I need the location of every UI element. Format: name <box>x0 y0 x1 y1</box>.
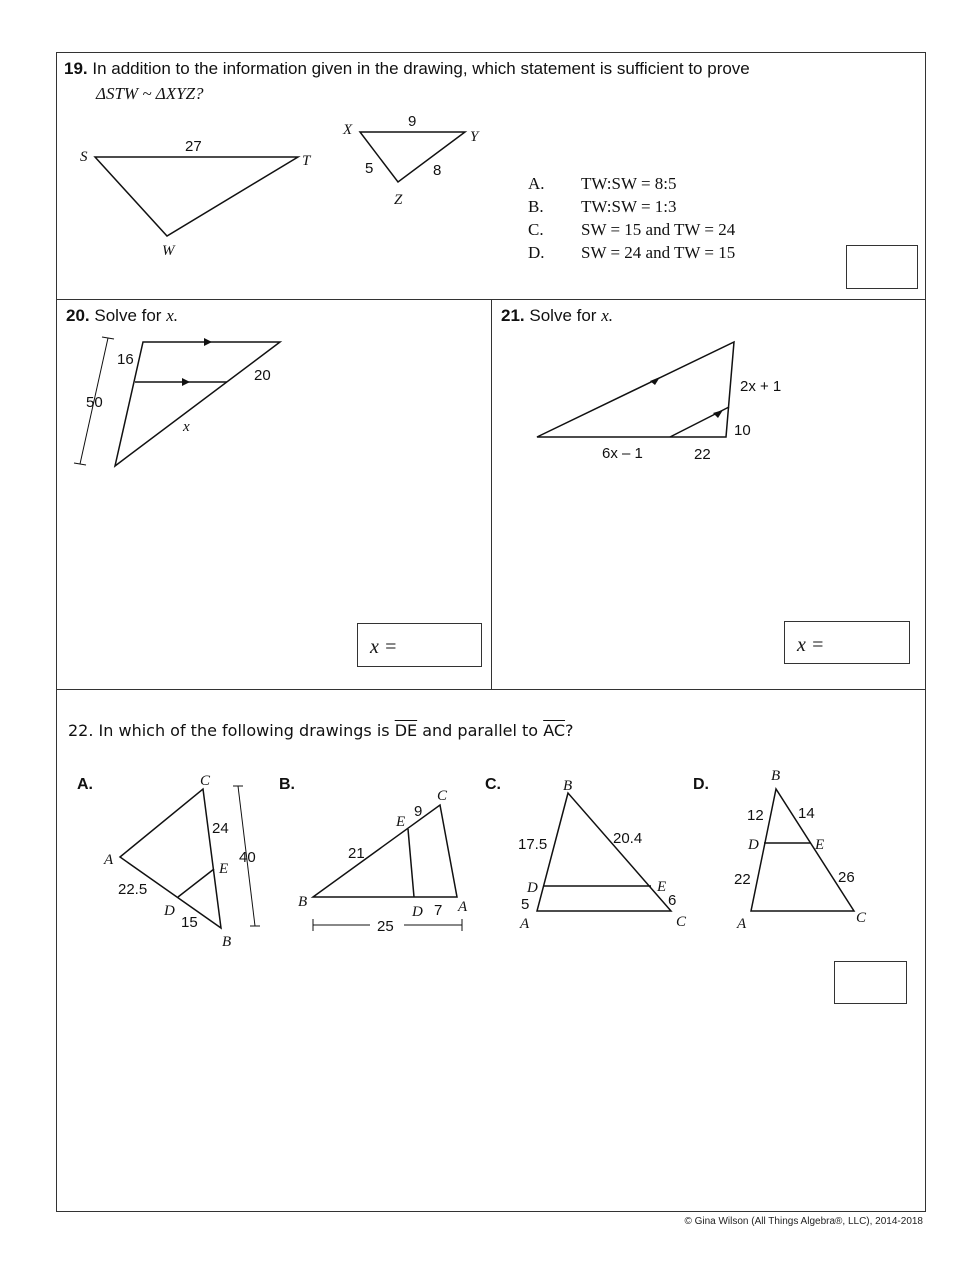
q22d-label-e: E <box>815 837 825 853</box>
q22d-label-12: 12 <box>747 807 764 824</box>
q22b-label-9: 9 <box>414 803 423 820</box>
q21-number: 21. <box>501 306 525 325</box>
q22-option-a-label[interactable]: A. <box>77 776 93 793</box>
q19-triangle-xyz <box>342 113 480 208</box>
q22a-label-c: C <box>200 773 211 789</box>
q19-label-w: W <box>162 243 175 259</box>
q21-var: x. <box>601 306 613 325</box>
q19-label-y: Y <box>470 129 479 145</box>
q22d-label-26: 26 <box>838 869 855 886</box>
q19-choices <box>528 172 735 264</box>
q19-choice-b[interactable] <box>528 195 735 218</box>
q22-question <box>68 720 574 742</box>
q19-answer-box[interactable] <box>846 245 918 289</box>
choice-letter: B. <box>528 197 544 216</box>
q22-option-b-label[interactable]: B. <box>279 776 295 793</box>
q22c-label-d: D <box>527 880 538 896</box>
q21-text: Solve for <box>529 306 597 325</box>
q20-question <box>66 305 178 327</box>
q21-answer-box[interactable] <box>784 621 910 664</box>
q20-label-x: x <box>183 419 190 435</box>
q21-label-upper: 2x + 1 <box>740 378 782 395</box>
q22-option-b-diagram <box>298 788 468 935</box>
q22b-label-b: B <box>298 894 308 910</box>
q19-choice-d[interactable] <box>528 241 735 264</box>
q22d-label-b: B <box>771 768 781 784</box>
q22a-label-15: 15 <box>181 914 198 931</box>
q19-similarity: ΔSTW ~ ΔXYZ? <box>96 84 204 103</box>
q22-middle: and parallel to <box>422 721 539 740</box>
q21-label-base-left: 6x – 1 <box>602 445 643 462</box>
q22a-label-b: B <box>222 934 232 950</box>
q21-label-base-right: 22 <box>694 446 711 463</box>
q22b-label-d: D <box>412 904 423 920</box>
q22c-label-6: 6 <box>668 892 677 909</box>
q21-diagram <box>537 342 781 463</box>
q20-answer-box[interactable] <box>357 623 482 667</box>
q19-label-t: T <box>302 153 311 169</box>
q20-label-50: 50 <box>86 394 103 411</box>
q22-option-c-diagram <box>518 778 687 932</box>
q22c-label-b: B <box>563 778 573 794</box>
q20-number: 20. <box>66 306 90 325</box>
q19-label-z: Z <box>394 192 403 208</box>
q19-number: 19. <box>64 59 88 78</box>
q22-segment-de: $\overline{DE}$ <box>394 721 418 740</box>
choice-text: SW = 24 and TW = 15 <box>581 243 736 262</box>
q22c-label-5: 5 <box>521 896 530 913</box>
choice-text: SW = 15 and TW = 24 <box>581 220 736 239</box>
q20-text: Solve for <box>94 306 162 325</box>
q19-label-x: X <box>343 122 353 138</box>
q22d-label-c: C <box>856 910 867 926</box>
q22a-label-22-5: 22.5 <box>118 881 148 898</box>
q19-side-xy: 9 <box>408 113 417 130</box>
q19-side-xz: 5 <box>365 160 374 177</box>
q22d-label-a: A <box>737 916 747 932</box>
q19-label-s: S <box>80 149 88 165</box>
q22-option-a-diagram <box>103 773 260 950</box>
q22-answer-box[interactable] <box>834 961 907 1004</box>
q22d-label-22: 22 <box>734 871 751 888</box>
q20-answer-label: x = <box>370 636 398 658</box>
q22a-label-40: 40 <box>239 849 256 866</box>
q22c-label-17-5: 17.5 <box>518 836 548 853</box>
choice-letter: A. <box>528 174 545 193</box>
choice-letter: D. <box>528 243 545 262</box>
q22b-label-25: 25 <box>377 918 394 935</box>
q21-answer-label: x = <box>797 634 825 656</box>
choice-letter: C. <box>528 220 544 239</box>
q22b-label-21: 21 <box>348 845 365 862</box>
q22d-label-14: 14 <box>798 805 815 822</box>
choice-text: TW:SW = 8:5 <box>581 174 677 193</box>
q22b-label-a: A <box>458 899 468 915</box>
q19-side-yz: 8 <box>433 162 442 179</box>
q20-label-20: 20 <box>254 367 271 384</box>
copyright-footer: © Gina Wilson (All Things Algebra®, LLC), 2014-2018 <box>684 1216 923 1227</box>
choice-text: TW:SW = 1:3 <box>581 197 677 216</box>
q20-var: x. <box>166 306 178 325</box>
q19-choice-c[interactable] <box>528 218 735 241</box>
q22d-label-d: D <box>748 837 759 853</box>
q22a-label-24: 24 <box>212 820 229 837</box>
q22-option-c-label[interactable]: C. <box>485 776 501 793</box>
q19-triangle-stw <box>80 138 312 259</box>
q22-prefix: 22. In which of the following drawings is <box>68 721 390 740</box>
q22b-label-c: C <box>437 788 448 804</box>
q22a-label-e: E <box>219 861 229 877</box>
q22c-label-e: E <box>657 879 667 895</box>
q22-option-d-diagram <box>734 768 867 932</box>
q21-question <box>501 305 613 327</box>
q22b-label-e: E <box>396 814 406 830</box>
q20-label-16: 16 <box>117 351 134 368</box>
q22-option-d-label[interactable]: D. <box>693 776 709 793</box>
q21-label-lower: 10 <box>734 422 751 439</box>
q22-suffix: ? <box>565 721 574 740</box>
q22b-label-7: 7 <box>434 902 443 919</box>
q19-text: In addition to the information given in the drawing, which statement is sufficient to prove <box>92 59 750 78</box>
q22c-label-c: C <box>676 914 687 930</box>
q22a-label-d: D <box>164 903 175 919</box>
q22c-label-a: A <box>520 916 530 932</box>
q22c-label-20-4: 20.4 <box>613 830 643 847</box>
q22a-label-a: A <box>104 852 114 868</box>
q19-choice-a[interactable] <box>528 172 735 195</box>
q19-side-st: 27 <box>185 138 202 155</box>
q20-diagram <box>74 337 280 466</box>
q22-segment-ac: $\overline{AC}$ <box>543 721 566 740</box>
